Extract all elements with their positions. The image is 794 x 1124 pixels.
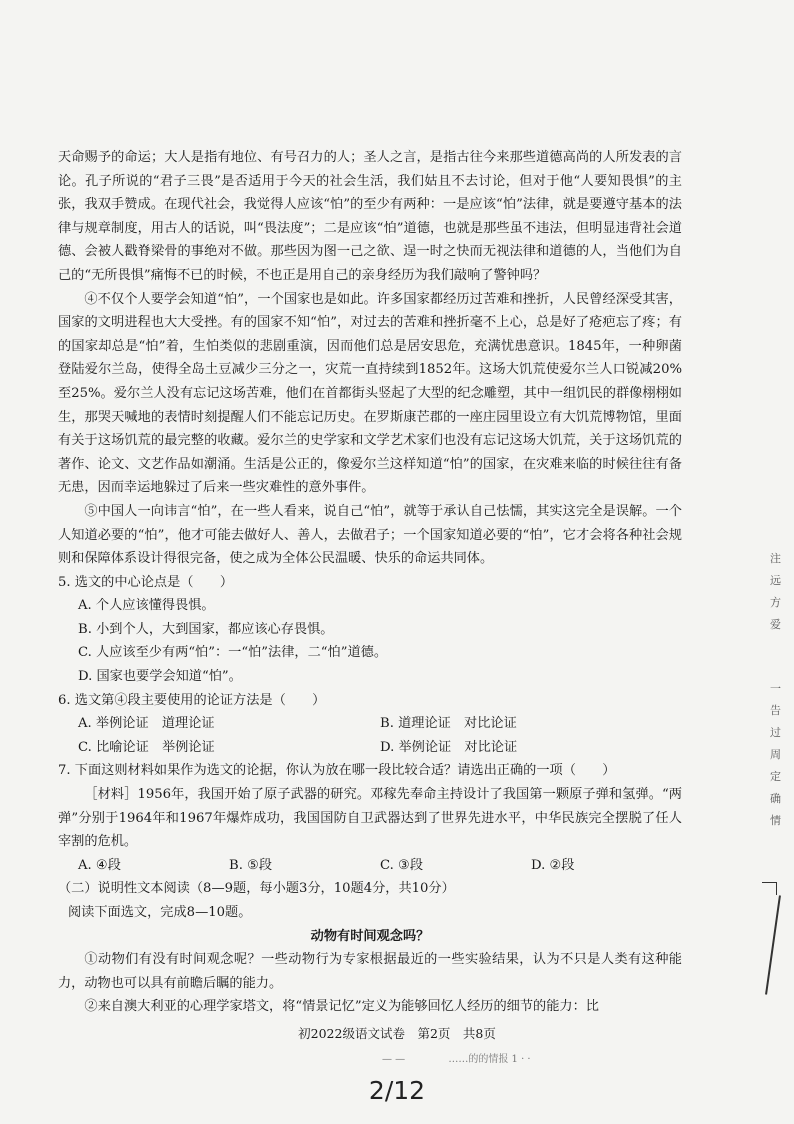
article-title: 动物有时间观念吗？ (310, 928, 430, 944)
question-6-option-b: B. 道理论证 对比论证 (380, 716, 517, 732)
question-5-option-b: B. 小到个人，大到国家，都应该心存畏惧。 (78, 621, 334, 637)
question-5-option-c: C. 人应该至少有两“怕”：一“怕”法律，二“怕”道德。 (78, 645, 388, 661)
question-6-options-row-1 (78, 712, 682, 736)
margin-fragment: 告 (770, 704, 781, 717)
margin-fragment: 注 (770, 552, 781, 565)
question-5-stem: 5. 选文的中心论点是（ ） (58, 574, 234, 590)
margin-fragment: 确 (770, 792, 781, 805)
article-paragraph-2: ②来自澳大利亚的心理学家塔文，将“情景记忆”定义为能够回忆人经历的细节的能力：比 (84, 999, 599, 1015)
question-7-option-d: D. ②段 (531, 857, 575, 873)
question-6-option-d: D. 举例论证 对比论证 (380, 739, 518, 755)
margin-fragment: 方 (770, 596, 781, 609)
question-6-option-c: C. 比喻论证 举例论证 (78, 739, 215, 755)
question-7-option-b: B. ⑤段 (229, 857, 273, 873)
margin-fragment: 爱 (770, 618, 781, 631)
page-footer: 初2022级语文试卷 第2页 共8页 (298, 1026, 496, 1041)
margin-fragment: 周 (770, 748, 781, 761)
section-2-instruction: 阅读下面选文，完成8—10题。 (68, 905, 252, 920)
question-7-option-a: A. ④段 (78, 857, 121, 873)
page-counter: 2/12 (368, 1076, 426, 1105)
question-5 (58, 571, 682, 689)
question-7-material: ［材料］1956年，我国开始了原子武器的研究。邓稼先奉命主持设计了我国第一颗原子弹和氢弹。“两弹”分别于1964年和1967年爆炸成功，我国国防自卫武器达到了世界先进水平，中华民族完全摆脱了任人宰割的危机。 (58, 787, 682, 850)
question-6-stem: 6. 选文第④段主要使用的论证方法是（ ） (58, 692, 326, 708)
margin-fragment: 一 (770, 682, 781, 695)
question-7-stem: 7. 下面这则材料如果作为选文的论据，你认为放在哪一段比较合适？请选出正确的一项（ ） (58, 763, 616, 779)
page-edge-mark (762, 882, 777, 895)
question-6-option-a: A. 举例论证 道理论证 (78, 716, 215, 732)
margin-fragment: 过 (770, 726, 781, 739)
question-7-options (78, 854, 682, 878)
article-paragraph-1: ①动物们有没有时间观念呢？一些动物行为专家根据最近的一些实验结果，认为不只是人类有这种能力，动物也可以具有前瞻后瞩的能力。 (58, 952, 682, 991)
bleed-through-text: — — ……的的情报 1 · · (382, 1054, 531, 1065)
margin-fragment: 远 (770, 574, 781, 587)
section-2 (58, 877, 682, 1019)
margin-fragment: 定 (770, 770, 781, 783)
question-7-option-c: C. ③段 (380, 857, 424, 873)
paragraph-4: ④不仅个人要学会知道“怕”，一个国家也是如此。许多国家都经历过苦难和挫折，人民曾经深受其害，国家的文明进程也大大受挫。有的国家不知“怕”，对过去的苦难和挫折毫不上心，总是好了疮疤忘了疼；有的国家却总是“怕”着，生怕类似的悲剧重演，因而他们总是居安思危，充满忧患意识。1845年，一种卵菌登陆爱尔兰岛，使得全岛土豆减少三分之一，灾荒一直持续到1852年。这场大饥荒使爱尔兰人口锐减20%至25%。爱尔兰人没有忘记这场苦难，他们在首都街头竖起了大型的纪念雕塑，其中一组饥民的群像栩栩如生，那哭天喊地的表情时刻提醒人们不能忘记历史。在罗斯康芒郡的一座庄园里设立有大饥荒博物馆，里面有关于这场饥荒的最完整的收藏。爱尔兰的史学家和文学艺术家们也没有忘记这场大饥荒，关于这场饥荒的著作、论文、文艺作品如潮涌。生活是公正的，像爱尔兰这样知道“怕”的国家，在灾难来临的时候往往有备无患，因而幸运地躲过了后来一些灾难性的意外事件。 (58, 291, 682, 496)
question-5-option-a: A. 个人应该懂得畏惧。 (78, 598, 215, 614)
question-7 (58, 759, 682, 877)
margin-fragment: 情 (770, 814, 781, 827)
question-6 (58, 689, 682, 760)
question-5-option-d: D. 国家也要学会知道“怕”。 (78, 669, 242, 685)
paragraph-5: ⑤中国人一向讳言“怕”，在一些人看来，说自己“怕”，就等于承认自己怯懦，其实这完全是误解。一个人知道必要的“怕”，他才可能去做好人、善人，去做君子；一个国家知道必要的“怕”，它才会将各种社会规则和保障体系设计得很完备，使之成为全体公民温暖、快乐的命运共同体。 (58, 503, 682, 567)
exam-page-body (58, 146, 682, 1019)
question-6-options-row-2 (78, 736, 682, 760)
paragraph-3-continued: 天命赐予的命运；大人是指有地位、有号召力的人；圣人之言，是指古往今来那些道德高尚的人所发表的言论。孔子所说的“君子三畏”是否适用于今天的社会生活，我们姑且不去讨论，但对于他“人要知畏惧”的主张，我双手赞成。在现代社会，我觉得人应该“怕”的至少有两种：一是应该“怕”法律，就是要遵守基本的法律与规章制度，用古人的话说，叫“畏法度”；二是应该“怕”道德，也就是那些虽不违法，但明显违背社会道德、会被人戳脊梁骨的事绝对不做。那些因为图一己之欲、逞一时之快而无视法律和道德的人，当他们为自己的“无所畏惧”痛悔不已的时候，不也正是用自己的亲身经历为我们敲响了警钟吗？ (58, 150, 682, 283)
section-2-heading: （二）说明性文本阅读（8—9题，每小题3分，10题4分，共10分） (58, 881, 455, 897)
